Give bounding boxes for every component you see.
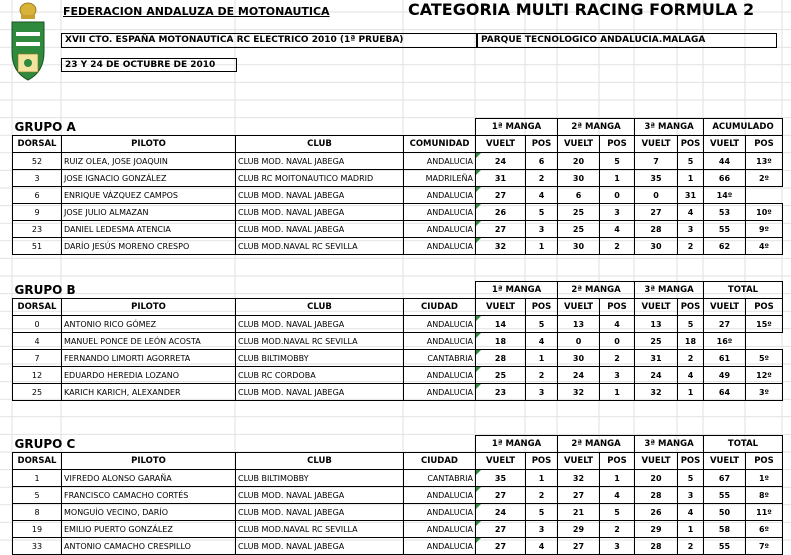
comment-marker-icon xyxy=(476,504,481,509)
vueltas-cell: 62 xyxy=(704,238,746,255)
table-row xyxy=(13,316,783,333)
club-cell: CLUB MOD. NAVAL JABEGA xyxy=(236,204,404,221)
vueltas-cell: 14 xyxy=(476,316,526,333)
pos-cell: 4 xyxy=(526,333,558,350)
column-header: PILOTO xyxy=(62,299,236,316)
column-header: VUELT xyxy=(558,453,600,470)
club-cell: CLUB MOD.NAVAL RC SEVILLA xyxy=(236,521,404,538)
comment-marker-icon xyxy=(476,470,481,475)
table-row xyxy=(13,221,783,238)
region-cell: CANTABRIA xyxy=(404,350,476,367)
pos-cell: 5 xyxy=(678,153,704,170)
pilot-cell: MONGUÍO VECINO, DARÍO xyxy=(62,504,236,521)
manga-2-header: 2ª MANGA xyxy=(558,119,635,136)
vueltas-cell: 27 xyxy=(476,187,526,204)
vueltas-cell: 30 xyxy=(558,238,600,255)
dorsal-cell: 3 xyxy=(13,170,62,187)
pilot-cell: ANTONIO CAMACHO CRESPILLO xyxy=(62,538,236,555)
pos-cell: 4 xyxy=(678,367,704,384)
column-header: POS xyxy=(526,299,558,316)
pos-cell: 12º xyxy=(746,367,783,384)
pos-cell: 3 xyxy=(526,521,558,538)
club-cell: CLUB BILTIMOBBY xyxy=(236,350,404,367)
column-header: DORSAL xyxy=(13,453,62,470)
vueltas-cell: 27 xyxy=(704,316,746,333)
column-header: VUELT xyxy=(476,136,526,153)
pos-cell: 4 xyxy=(526,187,558,204)
column-header: CIUDAD xyxy=(404,299,476,316)
vueltas-cell: 55 xyxy=(704,221,746,238)
vueltas-cell: 21 xyxy=(558,504,600,521)
pos-cell: 31 xyxy=(678,187,704,204)
column-header: PILOTO xyxy=(62,453,236,470)
pos-cell: 2 xyxy=(526,367,558,384)
vueltas-cell: 31 xyxy=(476,170,526,187)
federation-title: FEDERACION ANDALUZA DE MOTONAUTICA xyxy=(63,5,330,18)
club-cell: CLUB BILTIMOBBY xyxy=(236,470,404,487)
vueltas-cell: 26 xyxy=(635,504,678,521)
region-cell: ANDALUCIA xyxy=(404,333,476,350)
vueltas-cell: 32 xyxy=(476,238,526,255)
vueltas-cell: 32 xyxy=(635,384,678,401)
column-header: VUELT xyxy=(558,299,600,316)
vueltas-cell: 29 xyxy=(635,521,678,538)
column-header: POS xyxy=(526,453,558,470)
dorsal-cell: 6 xyxy=(13,187,62,204)
vueltas-cell: 29 xyxy=(558,521,600,538)
pos-cell: 5 xyxy=(526,316,558,333)
total-header: TOTAL xyxy=(704,436,783,453)
vueltas-cell: 20 xyxy=(635,470,678,487)
dates-label: 23 Y 24 DE OCTUBRE DE 2010 xyxy=(61,58,237,72)
dorsal-cell: 51 xyxy=(13,238,62,255)
region-cell: MADRILEÑA xyxy=(404,170,476,187)
pos-cell: 3 xyxy=(678,487,704,504)
vueltas-cell: 61 xyxy=(704,350,746,367)
pos-cell: 4 xyxy=(526,538,558,555)
dorsal-cell: 25 xyxy=(13,384,62,401)
pos-cell: 9º xyxy=(746,221,783,238)
pilot-cell: JOSE IGNACIO GONZÁLEZ xyxy=(62,170,236,187)
table-row xyxy=(13,170,783,187)
group-title: GRUPO A xyxy=(14,119,76,134)
pilot-cell: RUIZ OLEA, JOSE JOAQUIN xyxy=(62,153,236,170)
vueltas-cell: 13 xyxy=(635,316,678,333)
manga-2-header: 2ª MANGA xyxy=(558,282,635,299)
pos-cell: 4 xyxy=(678,204,704,221)
pos-cell: 3º xyxy=(746,384,783,401)
pos-cell: 4 xyxy=(600,316,635,333)
club-cell: CLUB MOD. NAVAL JABEGA xyxy=(236,153,404,170)
club-cell: CLUB MOD.NAVAL RC SEVILLA xyxy=(236,333,404,350)
club-cell: CLUB RC MOITONAUTICO MADRID xyxy=(236,170,404,187)
table-row xyxy=(13,538,783,555)
comment-marker-icon xyxy=(476,384,481,389)
vueltas-cell: 58 xyxy=(704,521,746,538)
vueltas-cell: 50 xyxy=(704,504,746,521)
column-header: CLUB xyxy=(236,299,404,316)
pos-cell: 1 xyxy=(600,470,635,487)
table-row xyxy=(13,470,783,487)
pos-cell: 2 xyxy=(678,238,704,255)
vueltas-cell: 20 xyxy=(558,153,600,170)
vueltas-cell: 35 xyxy=(476,470,526,487)
pos-cell: 5 xyxy=(678,470,704,487)
vueltas-cell: 30 xyxy=(558,350,600,367)
column-header: VUELT xyxy=(635,299,678,316)
group-table xyxy=(12,435,783,555)
vueltas-cell: 66 xyxy=(704,170,746,187)
table-row xyxy=(13,153,783,170)
comment-marker-icon xyxy=(476,187,481,192)
column-header: POS xyxy=(526,136,558,153)
dorsal-cell: 12 xyxy=(13,367,62,384)
column-header: VUELT xyxy=(704,453,746,470)
pilot-cell: DARÍO JESÚS MORENO CRESPO xyxy=(62,238,236,255)
region-cell: ANDALUCIA xyxy=(404,504,476,521)
region-cell: ANDALUCIA xyxy=(404,221,476,238)
vueltas-cell: 35 xyxy=(635,170,678,187)
category-title: CATEGORIA MULTI RACING FORMULA 2 xyxy=(408,0,755,19)
vueltas-cell: 32 xyxy=(558,470,600,487)
federation-logo xyxy=(8,2,48,82)
pos-cell: 1 xyxy=(526,350,558,367)
pilot-cell: EMILIO PUERTO GONZÁLEZ xyxy=(62,521,236,538)
column-header: DORSAL xyxy=(13,136,62,153)
comment-marker-icon xyxy=(476,350,481,355)
column-header: VUELT xyxy=(635,136,678,153)
dorsal-cell: 19 xyxy=(13,521,62,538)
vueltas-cell: 25 xyxy=(558,204,600,221)
group-title: GRUPO C xyxy=(14,436,76,451)
pilot-cell: VIFREDO ALONSO GARAÑA xyxy=(62,470,236,487)
pos-cell: 1 xyxy=(526,470,558,487)
club-cell: CLUB MOD. NAVAL JABEGA xyxy=(236,487,404,504)
venue-label: PARQUE TECNOLOGICO ANDALUCIA.MALAGA xyxy=(477,33,777,48)
pilot-cell: FERNANDO LIMORTI AGORRETA xyxy=(62,350,236,367)
region-cell: ANDALUCIA xyxy=(404,521,476,538)
comment-marker-icon xyxy=(476,538,481,543)
table-row xyxy=(13,238,783,255)
total-header: ACUMULADO xyxy=(704,119,783,136)
club-cell: CLUB MOD. NAVAL JABEGA xyxy=(236,538,404,555)
column-header: VUELT xyxy=(558,136,600,153)
column-header: POS xyxy=(678,453,704,470)
vueltas-cell: 24 xyxy=(558,367,600,384)
column-header: VUELT xyxy=(704,299,746,316)
dorsal-cell: 5 xyxy=(13,487,62,504)
pos-cell: 2 xyxy=(600,521,635,538)
table-row xyxy=(13,487,783,504)
region-cell: ANDALUCIA xyxy=(404,238,476,255)
vueltas-cell: 27 xyxy=(635,204,678,221)
total-header: TOTAL xyxy=(704,282,783,299)
vueltas-cell: 24 xyxy=(476,153,526,170)
table-row xyxy=(13,521,783,538)
column-header: CIUDAD xyxy=(404,453,476,470)
manga-1-header: 1ª MANGA xyxy=(476,282,558,299)
vueltas-cell: 23 xyxy=(476,384,526,401)
vueltas-cell: 44 xyxy=(704,153,746,170)
pos-cell: 4 xyxy=(600,221,635,238)
column-header: VUELT xyxy=(635,453,678,470)
dorsal-cell: 7 xyxy=(13,350,62,367)
dorsal-cell: 4 xyxy=(13,333,62,350)
pos-cell: 2 xyxy=(678,538,704,555)
vueltas-cell: 27 xyxy=(476,538,526,555)
vueltas-cell: 14º xyxy=(704,187,746,204)
column-header: CLUB xyxy=(236,453,404,470)
pos-cell: 15º xyxy=(746,316,783,333)
vueltas-cell: 27 xyxy=(476,521,526,538)
pos-cell: 0 xyxy=(600,187,635,204)
vueltas-cell: 16º xyxy=(704,333,746,350)
pos-cell: 2 xyxy=(678,350,704,367)
dorsal-cell: 23 xyxy=(13,221,62,238)
vueltas-cell: 25 xyxy=(635,333,678,350)
vueltas-cell: 27 xyxy=(558,538,600,555)
comment-marker-icon xyxy=(476,521,481,526)
manga-3-header: 3ª MANGA xyxy=(635,436,704,453)
pilot-cell: DANIEL LEDESMA ATENCIA xyxy=(62,221,236,238)
pos-cell: 18 xyxy=(678,333,704,350)
dorsal-cell: 0 xyxy=(13,316,62,333)
vueltas-cell: 24 xyxy=(635,367,678,384)
vueltas-cell: 13 xyxy=(558,316,600,333)
dorsal-cell: 52 xyxy=(13,153,62,170)
region-cell: ANDALUCIA xyxy=(404,153,476,170)
pos-cell: 1 xyxy=(600,384,635,401)
comment-marker-icon xyxy=(476,238,481,243)
vueltas-cell: 26 xyxy=(476,204,526,221)
column-header: VUELT xyxy=(476,299,526,316)
vueltas-cell: 55 xyxy=(704,487,746,504)
pos-cell: 5 xyxy=(600,504,635,521)
vueltas-cell: 0 xyxy=(635,187,678,204)
pos-cell: 1 xyxy=(526,238,558,255)
vueltas-cell: 0 xyxy=(558,333,600,350)
pos-cell: 7º xyxy=(746,538,783,555)
comment-marker-icon xyxy=(476,367,481,372)
pos-cell: 4 xyxy=(678,504,704,521)
pos-cell: 5 xyxy=(678,316,704,333)
table-row xyxy=(13,384,783,401)
region-cell: ANDALUCIA xyxy=(404,487,476,504)
vueltas-cell: 30 xyxy=(635,238,678,255)
pos-cell: 5 xyxy=(526,504,558,521)
vueltas-cell: 64 xyxy=(704,384,746,401)
comment-marker-icon xyxy=(476,316,481,321)
pos-cell: 8º xyxy=(746,487,783,504)
pilot-cell: KARICH KARICH, ALEXANDER xyxy=(62,384,236,401)
vueltas-cell: 30 xyxy=(558,170,600,187)
column-header: VUELT xyxy=(704,136,746,153)
region-cell: CANTABRIA xyxy=(404,470,476,487)
dorsal-cell: 33 xyxy=(13,538,62,555)
column-header: POS xyxy=(746,299,783,316)
pilot-cell: ENRIQUE VÁZQUEZ CAMPOS xyxy=(62,187,236,204)
pos-cell: 13º xyxy=(746,153,783,170)
pos-cell: 1 xyxy=(600,170,635,187)
pilot-cell: EDUARDO HEREDIA LOZANO xyxy=(62,367,236,384)
pos-cell: 5º xyxy=(746,350,783,367)
vueltas-cell: 28 xyxy=(635,221,678,238)
region-cell: ANDALUCIA xyxy=(404,384,476,401)
table-row xyxy=(13,367,783,384)
vueltas-cell: 25 xyxy=(476,367,526,384)
vueltas-cell: 28 xyxy=(635,487,678,504)
table-row xyxy=(13,187,783,204)
column-header: COMUNIDAD xyxy=(404,136,476,153)
column-header: POS xyxy=(746,453,783,470)
pilot-cell: FRANCISCO CAMACHO CORTÉS xyxy=(62,487,236,504)
pos-cell: 4 xyxy=(600,487,635,504)
region-cell: ANDALUCIA xyxy=(404,316,476,333)
pos-cell: 2 xyxy=(526,487,558,504)
column-header: POS xyxy=(600,453,635,470)
club-cell: CLUB RC CORDOBA xyxy=(236,367,404,384)
dorsal-cell: 1 xyxy=(13,470,62,487)
column-header: POS xyxy=(746,136,783,153)
column-header: PILOTO xyxy=(62,136,236,153)
manga-3-header: 3ª MANGA xyxy=(635,282,704,299)
vueltas-cell: 31 xyxy=(635,350,678,367)
pos-cell: 3 xyxy=(600,204,635,221)
vueltas-cell: 6 xyxy=(558,187,600,204)
vueltas-cell: 32 xyxy=(558,384,600,401)
vueltas-cell: 28 xyxy=(476,350,526,367)
pos-cell: 1º xyxy=(746,470,783,487)
comment-marker-icon xyxy=(476,204,481,209)
table-row xyxy=(13,350,783,367)
club-cell: CLUB MOD. NAVAL JABEGA xyxy=(236,316,404,333)
column-header: CLUB xyxy=(236,136,404,153)
pos-cell: 3 xyxy=(526,221,558,238)
vueltas-cell: 53 xyxy=(704,204,746,221)
column-header: DORSAL xyxy=(13,299,62,316)
comment-marker-icon xyxy=(476,487,481,492)
manga-3-header: 3ª MANGA xyxy=(635,119,704,136)
region-cell: ANDALUCIA xyxy=(404,367,476,384)
table-row xyxy=(13,504,783,521)
pos-cell: 11º xyxy=(746,504,783,521)
pos-cell: 1 xyxy=(678,170,704,187)
pos-cell: 3 xyxy=(678,221,704,238)
pos-cell: 1 xyxy=(678,384,704,401)
pos-cell: 6 xyxy=(526,153,558,170)
region-cell: ANDALUCIA xyxy=(404,187,476,204)
pos-cell: 3 xyxy=(526,384,558,401)
comment-marker-icon xyxy=(476,333,481,338)
club-cell: CLUB MOD. NAVAL JABEGA xyxy=(236,384,404,401)
region-cell: ANDALUCIA xyxy=(404,204,476,221)
pos-cell: 2º xyxy=(746,170,783,187)
vueltas-cell: 18 xyxy=(476,333,526,350)
vueltas-cell: 67 xyxy=(704,470,746,487)
pos-cell: 2 xyxy=(600,350,635,367)
group-title: GRUPO B xyxy=(14,282,76,297)
club-cell: CLUB MOD. NAVAL JABEGA xyxy=(236,504,404,521)
pos-cell: 3 xyxy=(600,538,635,555)
pos-cell: 5 xyxy=(526,204,558,221)
table-row xyxy=(13,204,783,221)
pos-cell: 2 xyxy=(526,170,558,187)
pos-cell: 3 xyxy=(600,367,635,384)
group-table xyxy=(12,281,783,401)
vueltas-cell: 27 xyxy=(476,221,526,238)
vueltas-cell: 7 xyxy=(635,153,678,170)
club-cell: CLUB MOD. NAVAL JABEGA xyxy=(236,187,404,204)
comment-marker-icon xyxy=(476,221,481,226)
manga-1-header: 1ª MANGA xyxy=(476,436,558,453)
vueltas-cell: 28 xyxy=(635,538,678,555)
pilot-cell: JOSE JULIO ALMAZAN xyxy=(62,204,236,221)
pos-cell: 4º xyxy=(746,238,783,255)
comment-marker-icon xyxy=(476,170,481,175)
vueltas-cell: 24 xyxy=(476,504,526,521)
pos-cell: 2 xyxy=(600,238,635,255)
vueltas-cell: 27 xyxy=(476,487,526,504)
pos-cell: 1 xyxy=(678,521,704,538)
pos-cell: 5 xyxy=(600,153,635,170)
club-cell: CLUB MOD.NAVAL RC SEVILLA xyxy=(236,238,404,255)
column-header: POS xyxy=(678,299,704,316)
pilot-cell: MANUEL PONCE DE LEÓN ACOSTA xyxy=(62,333,236,350)
vueltas-cell: 55 xyxy=(704,538,746,555)
vueltas-cell: 49 xyxy=(704,367,746,384)
group-table xyxy=(12,118,783,255)
vueltas-cell: 25 xyxy=(558,221,600,238)
column-header: POS xyxy=(678,136,704,153)
pilot-cell: ANTONIO RICO GÓMEZ xyxy=(62,316,236,333)
manga-1-header: 1ª MANGA xyxy=(476,119,558,136)
pos-cell: 6º xyxy=(746,521,783,538)
column-header: POS xyxy=(600,136,635,153)
dorsal-cell: 9 xyxy=(13,204,62,221)
pos-cell: 0 xyxy=(600,333,635,350)
table-row xyxy=(13,333,783,350)
vueltas-cell: 27 xyxy=(558,487,600,504)
region-cell: ANDALUCIA xyxy=(404,538,476,555)
pos-cell: 10º xyxy=(746,204,783,221)
column-header: POS xyxy=(600,299,635,316)
dorsal-cell: 8 xyxy=(13,504,62,521)
column-header: VUELT xyxy=(476,453,526,470)
manga-2-header: 2ª MANGA xyxy=(558,436,635,453)
comment-marker-icon xyxy=(476,153,481,158)
championship-label: XVII CTO. ESPAÑA MOTONAUTICA RC ELECTRICO 2010 (1ª PRUEBA) xyxy=(61,33,477,48)
club-cell: CLUB MOD. NAVAL JABEGA xyxy=(236,221,404,238)
